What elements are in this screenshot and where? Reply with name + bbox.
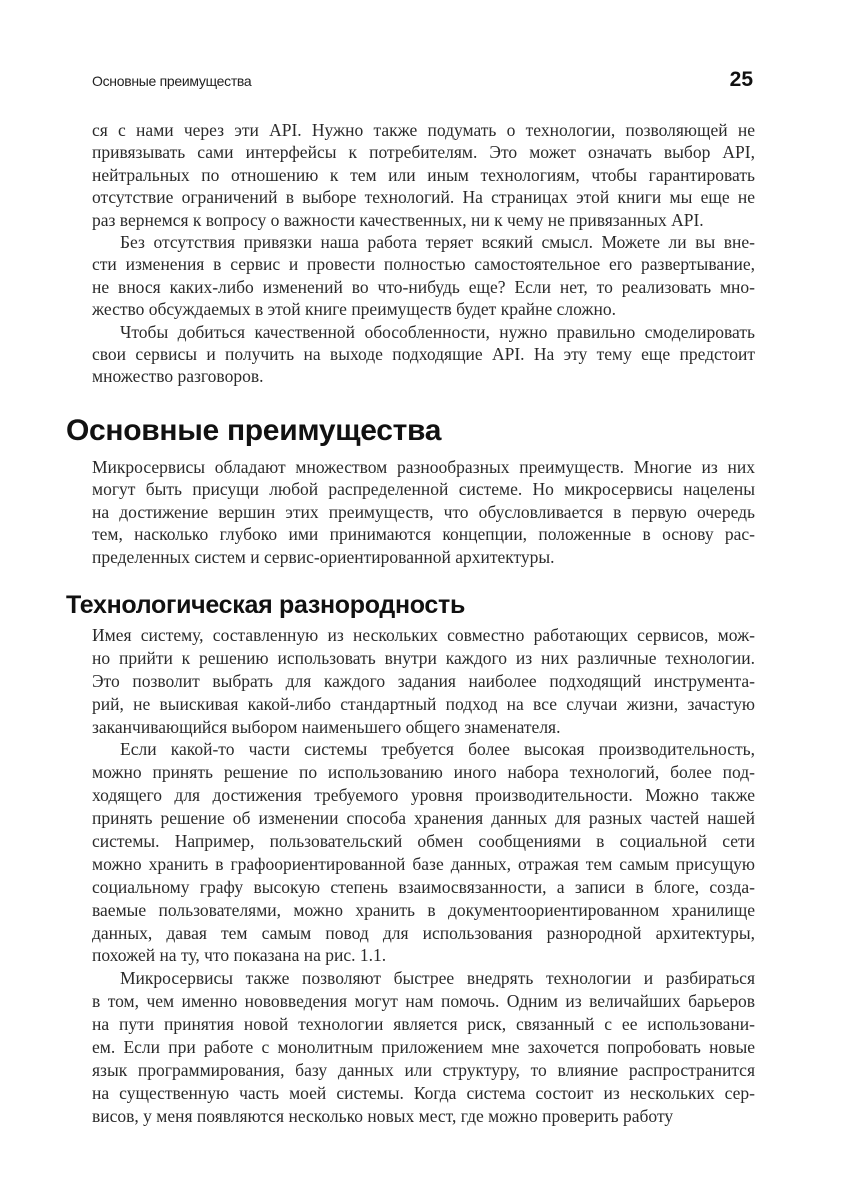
- text-line: отсутствие ограничений в выборе технологий. На страницах этой книги мы еще не: [92, 187, 755, 208]
- text-line: ся с нами через эти API. Нужно также подумать о технологии, позволяющей не: [92, 120, 755, 140]
- text-line: Чтобы добиться качественной обособленности, нужно правильно смоделировать: [120, 321, 755, 342]
- text-line: принять решение об изменении способа хранения данных для разных частей нашей: [92, 808, 755, 829]
- text-line: висов, у меня появляются несколько новых мест, где можно проверить работу: [92, 1105, 674, 1126]
- text-line: на существенную часть моей системы. Когда система состоит из нескольких сер-: [92, 1082, 755, 1103]
- text-line: раз вернемся к вопросу о важности качественных, ни к чему не привязанных API.: [92, 209, 704, 230]
- paragraph: [92, 321, 755, 388]
- text-line: множество разговоров.: [92, 366, 264, 387]
- text-line: системы. Например, пользовательский обмен сообщениями в социальной сети: [92, 831, 755, 852]
- paragraph: [92, 456, 755, 568]
- text-line: но прийти к решению использовать внутри каждого из них различные технологии.: [92, 647, 755, 668]
- subsection-heading-tech-heterogeneity: Технологическая разнородность: [66, 591, 466, 619]
- intro-text: [92, 119, 755, 388]
- text-line: Если какой-то части системы требуется более высокая производительность,: [120, 739, 755, 760]
- page-number: 25: [729, 68, 753, 91]
- text-line: могут быть присущи любой распределенной системе. Но микросервисы нацелены: [92, 479, 755, 500]
- text-line: тем, насколько глубоко ими принимаются концепции, положенные в основу рас-: [92, 524, 755, 545]
- paragraph: [92, 624, 755, 738]
- paragraph: [92, 738, 755, 967]
- text-line: Микросервисы также позволяют быстрее внедрять технологии и разбираться: [120, 968, 755, 989]
- text-line: сти изменения в сервис и провести полностью самостоятельное его развертывание,: [92, 254, 755, 275]
- paragraph: [92, 967, 755, 1127]
- text-line: рий, не выискивая какой-либо стандартный подход на все случаи жизни, зачастую: [92, 693, 755, 714]
- text-line: привязывать сами интерфейсы к потребителям. Это может означать выбор API,: [92, 142, 755, 163]
- main-benefits-text: [92, 456, 755, 568]
- text-line: на пути принятия новой технологии является риск, связанный с ее использовани-: [92, 1014, 755, 1035]
- text-line: можно принять решение по использованию иного набора технологий, более под-: [92, 762, 755, 783]
- text-line: нейтральных по отношению к тем или иным технологиям, чтобы гарантировать: [92, 164, 755, 185]
- text-line: ваемые пользователями, можно хранить в документоориентированном хранилище: [92, 899, 755, 920]
- text-line: Имея систему, составленную из нескольких совместно работающих сервисов, мож-: [92, 625, 755, 645]
- text-line: похожей на ту, что показана на рис. 1.1.: [92, 945, 387, 966]
- tech-heterogeneity-text: [92, 624, 755, 1128]
- text-line: ходящего для достижения требуемого уровня производительности. Можно также: [92, 785, 755, 806]
- text-line: пределенных систем и сервис-ориентированной архитектуры.: [92, 546, 555, 567]
- text-line: ем. Если при работе с монолитным приложением мне захочется попробовать новые: [92, 1037, 755, 1058]
- paragraph: [92, 119, 755, 231]
- paragraph: [92, 231, 755, 321]
- text-line: данных, давая тем самым повод для использования разнородной архитектуры,: [92, 922, 755, 943]
- text-line: можно хранить в графоориентированной базе данных, отражая тем самым присущую: [92, 853, 755, 874]
- section-heading-main-benefits: Основные преимущества: [66, 414, 442, 447]
- text-line: в том, чем именно нововведения могут нам помочь. Одним из величайших барьеров: [92, 991, 755, 1012]
- text-line: Микросервисы обладают множеством разнообразных преимуществ. Многие из них: [92, 457, 755, 477]
- text-line: язык программирования, базу данных или структуру, то влияние распространится: [92, 1059, 755, 1080]
- text-line: свои сервисы и получить на выходе подходящие API. На эту тему еще предстоит: [92, 343, 755, 364]
- text-line: на достижение вершин этих преимуществ, что обусловливается в первую очередь: [92, 501, 755, 522]
- text-line: жество обсуждаемых в этой книге преимуществ будет крайне сложно.: [92, 299, 616, 320]
- text-line: Это позволит выбрать для каждого задания наиболее подходящий инструмента-: [92, 670, 755, 691]
- text-line: не внося каких-либо изменений во что-нибудь еще? Если нет, то реализовать мно-: [92, 276, 755, 297]
- text-line: Без отсутствия привязки наша работа теряет всякий смысл. Можете ли вы вне-: [120, 231, 755, 252]
- text-line: заканчивающийся выбором наименьшего общего знаменателя.: [92, 716, 561, 737]
- text-line: социальному графу высокую степень взаимосвязанности, а записи в блоге, созда-: [92, 876, 755, 897]
- running-header: Основные преимущества: [92, 73, 252, 89]
